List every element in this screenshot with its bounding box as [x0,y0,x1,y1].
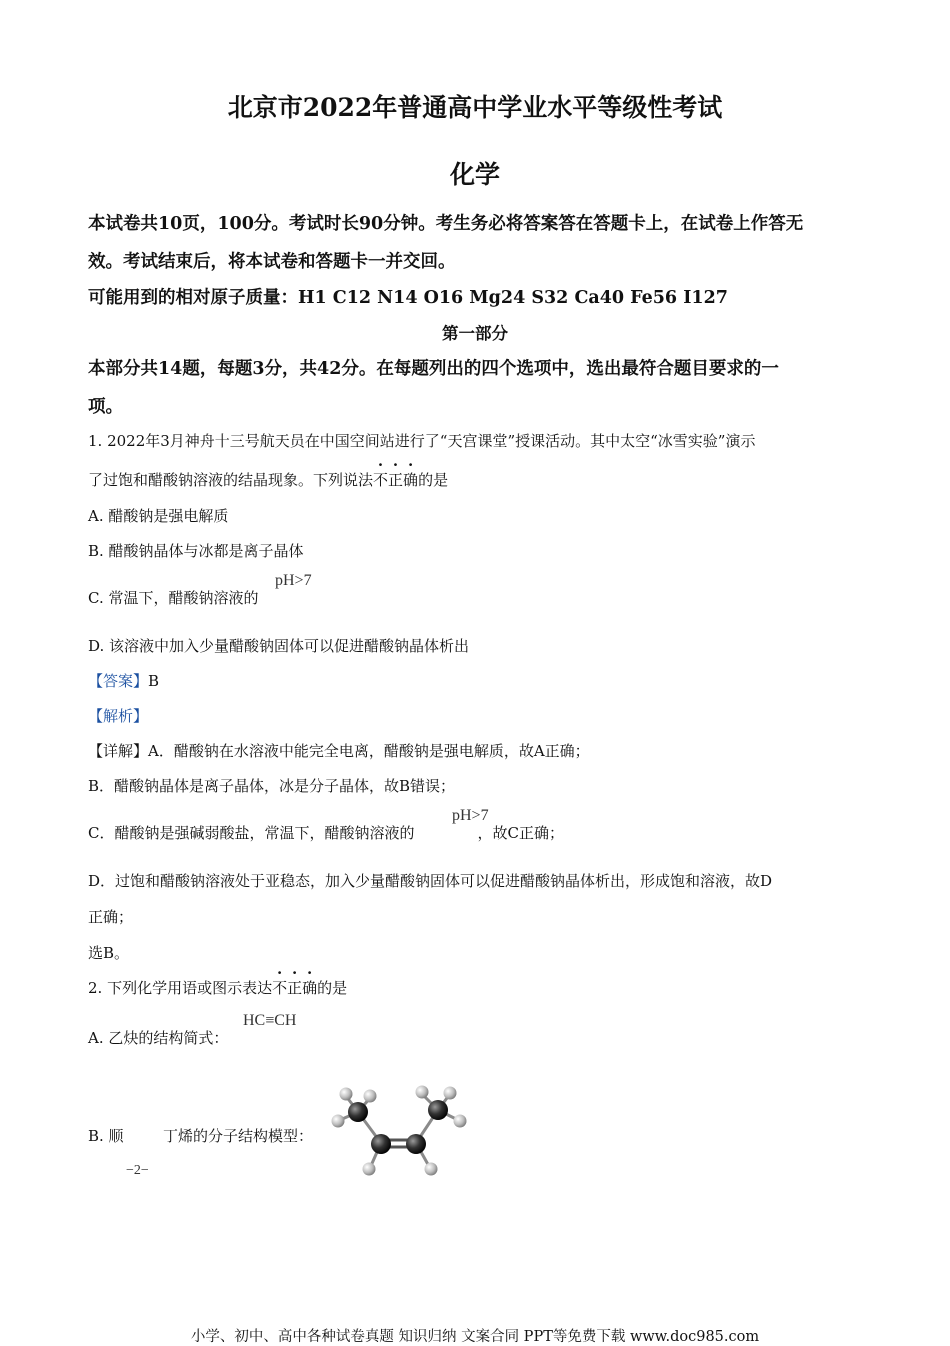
q1-conclusion: 选B。 [88,944,130,962]
answer-value: B [148,672,160,690]
q1-option-d: D. 该溶液中加入少量醋酸钠固体可以促进醋酸钠晶体析出 [88,637,470,655]
atomic-masses: 可能用到的相对原子质量：H1 C12 N14 O16 Mg24 S32 Ca40 Fe56 I127 [88,288,728,308]
analysis-tag: 【解析】 [88,707,149,725]
q2-emph-char: 正 [287,979,303,997]
subject-title: 化学 [449,160,500,189]
detail-a-text: A．醋酸钠在水溶液中能完全电离，醋酸钠是强电解质，故A正确； [148,742,590,760]
footer-text: 小学、初中、高中各种试卷真题 知识归纳 文案合同 PPT等免费下载 www.doc985.com [190,1329,760,1345]
part-heading: 第一部分 [442,324,508,343]
q1-option-a: A. 醋酸钠是强电解质 [88,507,229,525]
q1-emph-char: 正 [388,471,404,489]
q1-option-c-formula: pH>7 [275,572,312,589]
exam-title: 北京市2022年普通高中学业水平等级性考试 [227,93,723,122]
q1-detail-b: B．醋酸钠晶体是离子晶体，冰是分子晶体，故B错误； [88,777,456,795]
part-desc-line-1: 本部分共14题，每题3分，共42分。在每题列出的四个选项中，选出最符合题目要求的一 [88,359,779,379]
q2-option-b-post: 丁烯的分子结构模型： [163,1127,314,1145]
q1-answer [88,670,159,691]
q1-option-b: B. 醋酸钠晶体与冰都是离子晶体 [88,542,304,560]
q1-detail-c-formula: pH>7 [452,807,489,824]
q1-stem-post: 的是 [418,471,449,489]
q2-stem-pre: 2. 下列化学用语或图示表达 [88,979,273,997]
q2-stem [88,977,347,998]
q2-option-a-formula: HC≡CH [243,1012,297,1029]
q1-stem-pre: 了过饱和醋酸钠溶液的结晶现象。下列说法 [88,471,374,489]
q2-emph-char: 确 [302,979,318,997]
detail-c-post: ，故C正确； [477,824,564,842]
q2-emph-char: 不 [272,979,288,997]
detail-tag: 【详解】 [88,742,149,760]
q1-detail-d-line-1: D．过饱和醋酸钠溶液处于亚稳态，加入少量醋酸钠固体可以促进醋酸钠晶体析出，形成饱和溶液，故D [88,872,773,890]
q1-emph-char: 不 [373,471,389,489]
q1-detail-a [88,740,590,761]
q1-detail-d-line-2: 正确； [88,908,134,926]
q2-stem-post: 的是 [317,979,348,997]
part-desc-line-2: 项。 [88,397,123,417]
detail-c-pre: C．醋酸钠是强碱弱酸盐，常温下，醋酸钠溶液的 [88,824,415,842]
intro-line-2: 效。考试结束后，将本试卷和答题卡一并交回。 [88,252,456,272]
q2-option-b-fragment: −2− [126,1163,149,1178]
q2-option-b-pre: B. 顺 [88,1127,124,1145]
q2-option-a: A. 乙炔的结构简式： [88,1029,229,1047]
q1-emph-char: 确 [403,471,419,489]
q1-stem-line-2 [88,469,448,490]
q1-detail-c [88,822,564,843]
cis-2-butene-model-image [326,1080,471,1180]
intro-line-1: 本试卷共10页，100分。考试时长90分钟。考生务必将答案答在答题卡上，在试卷上作答无 [88,214,804,234]
q1-stem-line-1: 1. 2022年3月神舟十三号航天员在中国空间站进行了“天宫课堂”授课活动。其中太空“冰雪实验”演示 [88,432,756,450]
q1-option-c: C. 常温下，醋酸钠溶液的 [88,589,259,607]
answer-tag: 【答案】 [88,672,149,690]
